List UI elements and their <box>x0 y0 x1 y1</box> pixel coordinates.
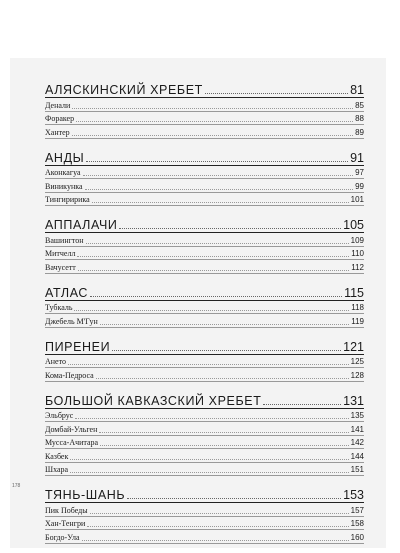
toc-entry[interactable] <box>45 125 364 139</box>
section-title: ТЯНЬ-ШАНЬ <box>45 488 126 502</box>
entry-name: Ането <box>45 357 66 366</box>
toc-entry[interactable] <box>45 314 364 328</box>
section-heading[interactable] <box>45 148 364 166</box>
entry-page-number: 158 <box>350 519 364 528</box>
toc-section <box>45 215 364 274</box>
toc-entry[interactable] <box>45 503 364 517</box>
entry-name: Виникунка <box>45 181 83 191</box>
leader-dots <box>100 323 349 325</box>
entry-name: Тубкаль <box>45 303 73 312</box>
table-of-contents <box>45 80 364 553</box>
section-page-number: 105 <box>343 218 364 232</box>
entry-page-number: 110 <box>351 249 364 258</box>
toc-entry[interactable] <box>45 436 364 450</box>
entry-page-number: 141 <box>350 424 364 434</box>
leader-dots <box>78 269 349 271</box>
section-page-number: 121 <box>343 339 364 354</box>
leader-dots <box>205 92 348 94</box>
leader-dots <box>96 377 349 379</box>
book-page <box>10 58 386 548</box>
entry-page-number: 88 <box>355 114 364 123</box>
toc-section <box>45 485 364 544</box>
entry-page-number: 118 <box>351 303 364 312</box>
leader-dots <box>263 403 341 405</box>
section-page-number: 153 <box>343 488 364 502</box>
section-heading[interactable] <box>45 283 364 301</box>
entry-page-number: 144 <box>350 451 364 461</box>
toc-entry[interactable] <box>45 368 364 382</box>
entry-name: Тингиририка <box>45 195 90 204</box>
toc-entry[interactable] <box>45 112 364 126</box>
entry-page-number: 151 <box>350 465 364 474</box>
leader-dots <box>112 349 341 351</box>
entry-name: Богдо-Ула <box>45 532 80 542</box>
entry-page-number: 157 <box>350 505 364 515</box>
toc-entry[interactable] <box>45 193 364 207</box>
leader-dots <box>127 497 341 499</box>
entry-name: Мусса-Ачитара <box>45 438 99 447</box>
entry-page-number: 160 <box>350 532 364 542</box>
section-title: АНДЫ <box>45 150 85 165</box>
section-heading[interactable] <box>45 80 364 98</box>
leader-dots <box>75 417 348 419</box>
leader-dots <box>92 201 349 203</box>
entry-name: Эльбрус <box>45 411 74 420</box>
toc-section <box>45 391 364 477</box>
entry-page-number: 109 <box>350 235 364 245</box>
entry-name: Домбай-Ульген <box>45 424 98 434</box>
leader-dots <box>90 512 349 514</box>
toc-entry[interactable] <box>45 301 364 315</box>
entry-page-number: 142 <box>350 438 364 447</box>
leader-dots <box>72 107 353 109</box>
entry-name: Хан-Тенгри <box>45 519 86 528</box>
leader-dots <box>70 471 349 473</box>
entry-page-number: 125 <box>350 357 364 366</box>
section-title: АЛЯСКИНСКИЙ ХРЕБЕТ <box>45 83 203 97</box>
entry-page-number: 85 <box>355 100 364 110</box>
section-heading[interactable] <box>45 485 364 503</box>
section-heading[interactable] <box>45 215 364 233</box>
leader-dots <box>72 134 353 136</box>
toc-section <box>45 148 364 207</box>
section-page-number: 131 <box>343 393 364 408</box>
entry-name: Форакер <box>45 114 75 123</box>
toc-entry[interactable] <box>45 463 364 477</box>
toc-entry[interactable] <box>45 409 364 423</box>
leader-dots <box>87 525 348 527</box>
entry-name: Кома-Педроса <box>45 370 94 380</box>
leader-dots <box>74 309 349 311</box>
toc-entry[interactable] <box>45 98 364 112</box>
toc-entry[interactable] <box>45 449 364 463</box>
toc-entry[interactable] <box>45 530 364 544</box>
section-page-number: 115 <box>344 285 364 300</box>
entry-page-number: 128 <box>350 370 364 380</box>
toc-entry[interactable] <box>45 355 364 369</box>
leader-dots <box>85 188 354 190</box>
entry-page-number: 119 <box>351 316 364 326</box>
toc-entry[interactable] <box>45 166 364 180</box>
leader-dots <box>100 444 349 446</box>
leader-dots <box>76 120 353 122</box>
entry-page-number: 135 <box>350 411 364 420</box>
entry-name: Казбек <box>45 451 69 461</box>
section-title: БОЛЬШОЙ КАВКАЗСКИЙ ХРЕБЕТ <box>45 393 262 408</box>
leader-dots <box>82 539 349 541</box>
entry-name: Хантер <box>45 127 70 137</box>
toc-section <box>45 80 364 139</box>
section-heading[interactable] <box>45 391 364 409</box>
toc-entry[interactable] <box>45 247 364 261</box>
section-title: АППАЛАЧИ <box>45 218 118 232</box>
entry-name: Денали <box>45 100 71 110</box>
toc-section <box>45 283 364 328</box>
entry-name: Митчелл <box>45 249 76 258</box>
page-number: 178 <box>12 483 21 489</box>
entry-page-number: 112 <box>351 262 364 272</box>
section-page-number: 81 <box>350 83 364 97</box>
leader-dots <box>70 458 348 460</box>
section-title: АТЛАС <box>45 285 89 300</box>
leader-dots <box>83 174 354 176</box>
entry-name: Шхара <box>45 465 69 474</box>
toc-entry[interactable] <box>45 233 364 247</box>
entry-page-number: 101 <box>350 195 364 204</box>
leader-dots <box>99 431 348 433</box>
leader-dots <box>86 160 348 162</box>
leader-dots <box>68 363 349 365</box>
entry-page-number: 99 <box>355 181 364 191</box>
leader-dots <box>119 227 341 229</box>
entry-name: Джебель М'Гун <box>45 316 98 326</box>
entry-page-number: 97 <box>355 168 364 177</box>
section-title: ПИРЕНЕИ <box>45 339 111 354</box>
toc-section <box>45 337 364 382</box>
entry-name: Аконкагуа <box>45 168 81 177</box>
entry-page-number: 89 <box>355 127 364 137</box>
section-page-number: 91 <box>350 150 364 165</box>
entry-name: Пик Победы <box>45 505 88 515</box>
leader-dots <box>86 242 349 244</box>
leader-dots <box>77 255 349 257</box>
toc-entry[interactable] <box>45 422 364 436</box>
toc-entry[interactable] <box>45 260 364 274</box>
toc-entry[interactable] <box>45 517 364 531</box>
toc-entry[interactable] <box>45 179 364 193</box>
entry-name: Вашингтон <box>45 235 84 245</box>
leader-dots <box>90 295 342 297</box>
section-heading[interactable] <box>45 337 364 355</box>
entry-name: Вачусетт <box>45 262 76 272</box>
